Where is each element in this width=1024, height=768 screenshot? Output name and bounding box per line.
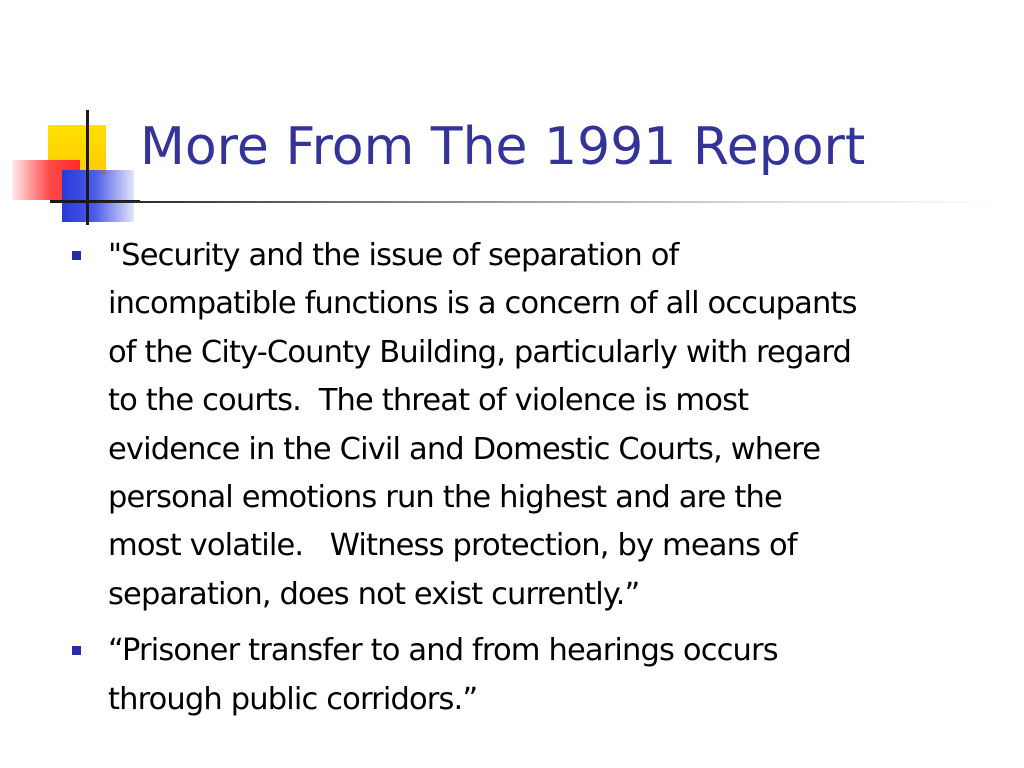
bullet-item bbox=[72, 627, 1022, 724]
title-underline bbox=[84, 201, 1004, 203]
bullet-text: "Security and the issue of separation of incompatible functions is a concern of all occupants of the City-County Building, particularly with regard to the courts. The threat of violence is most evidence in the Civil and Domestic Courts, where personal emotions run the highest and are the most volatile. Witness protection, by means of separation, does not exist currently.” bbox=[108, 238, 857, 612]
bullet-square-icon bbox=[72, 646, 81, 655]
logo-vertical-line bbox=[86, 110, 89, 225]
slide-title: More From The 1991 Report bbox=[140, 117, 866, 177]
bullet-list bbox=[72, 232, 1022, 732]
logo-blue-square bbox=[62, 170, 134, 222]
bullet-square-icon bbox=[72, 251, 81, 260]
bullet-text: “Prisoner transfer to and from hearings occurs through public corridors.” bbox=[108, 633, 778, 717]
bullet-item bbox=[72, 232, 1022, 619]
decorative-logo bbox=[0, 0, 150, 240]
